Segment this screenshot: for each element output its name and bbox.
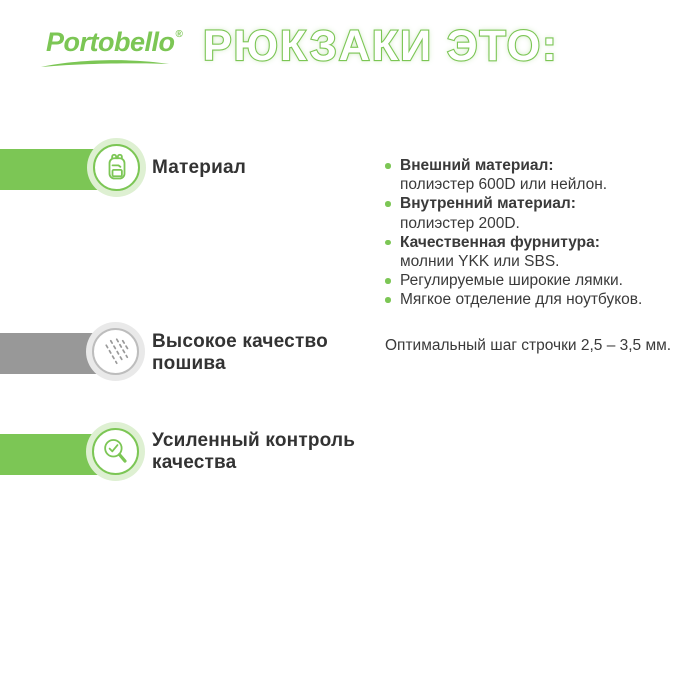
brand-logo [46,27,182,58]
bullet-dot [385,201,391,207]
icon-badge-quality-control [92,428,139,475]
logo-swoosh-underline [40,58,170,70]
bullet-heading: Внешний материал: [400,157,554,174]
bullet-text: полиэстер 200D. [400,214,520,232]
backpack-icon [99,150,135,186]
stitch-pitch-note: Оптимальный шаг строчки 2,5 – 3,5 мм. [385,337,672,354]
list-item [385,271,680,290]
bullet-dot [385,278,391,284]
bullet-dot [385,297,391,303]
list-item [385,233,680,271]
page-title: РЮКЗАКИ ЭТО: [203,22,559,70]
magnifier-check-icon [98,434,134,470]
bullet-heading: Качественная фурнитура: [400,233,600,251]
icon-badge-material [93,144,140,191]
registered-trademark: ® [175,29,183,40]
bullet-text: полиэстер 600D или нейлон. [400,176,608,194]
list-item [385,290,680,309]
stitching-icon [98,334,134,370]
feature-label-material: Материал [152,157,247,178]
bullet-dot [385,163,391,169]
bullet-text: Регулируемые широкие лямки. [400,272,623,290]
list-item [385,194,680,232]
list-item [385,156,680,194]
bullet-dot [385,240,391,246]
bullet-text: Мягкое отделение для ноутбуков. [400,291,643,309]
feature-label-quality-control: Усиленный контроль качества [152,430,356,473]
feature-label-sewing: Высокое качество пошива [152,331,328,374]
bullet-text: молнии YKK или SBS. [400,253,560,271]
material-bullet-list [385,156,680,310]
bullet-heading: Внутренний материал: [400,195,576,213]
icon-badge-sewing [92,328,139,375]
brand-logo-text: Portobello [46,27,175,57]
